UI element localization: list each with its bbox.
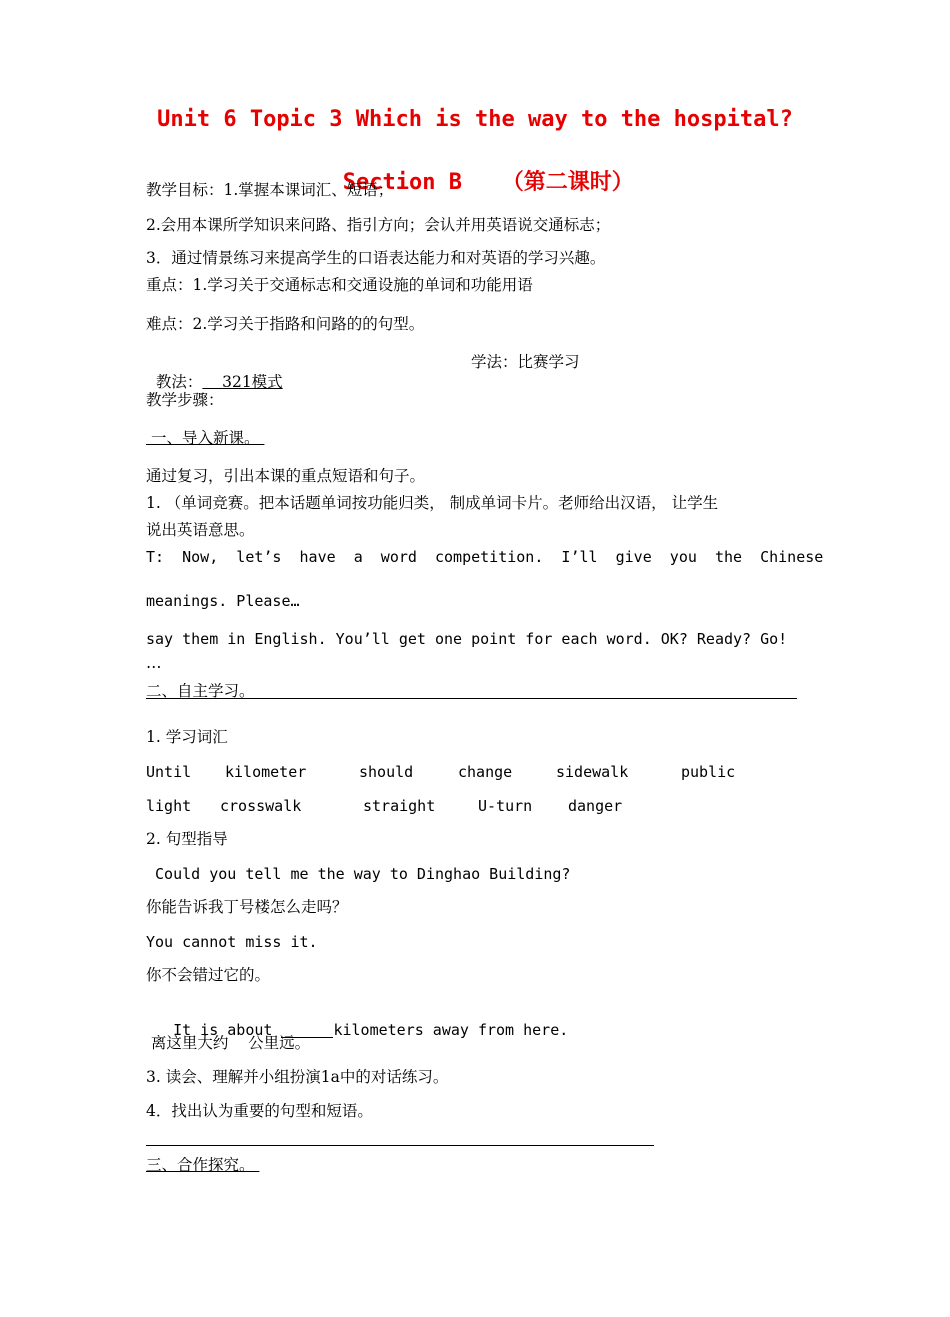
dialog-line3: say them in English. You’ll get one point for each word. OK? Ready? Go! xyxy=(146,630,788,648)
section1-intro: 通过复习，引出本课的重点短语和句子。 xyxy=(146,467,426,485)
objective-1: 教学目标：1.掌握本课词汇、短语； xyxy=(146,181,394,199)
sentence3-cn: 离这里大约 公里远。 xyxy=(146,1034,311,1052)
vocab-heading: 1. 学习词汇 xyxy=(146,728,228,746)
vocab-word: crosswalk xyxy=(220,797,302,815)
teach-value: 321模式 xyxy=(222,373,283,391)
doc-title-line2 xyxy=(0,140,950,197)
item3: 3. 读会、理解并小组扮演1a中的对话练习。 xyxy=(146,1068,449,1086)
vocab-word: straight xyxy=(363,797,436,815)
vocab-word: should xyxy=(359,763,414,781)
objective-3: 3．通过情景练习来提高学生的口语表达能力和对英语的学习兴趣。 xyxy=(146,249,606,267)
dialog-ellipsis: … xyxy=(146,654,162,672)
sentence2-cn: 你不会错过它的。 xyxy=(146,966,271,984)
section1-heading: 一、导入新课。 xyxy=(150,429,260,447)
vocab-word: danger xyxy=(568,797,623,815)
sentence3-en: It is about kilometers away from here. xyxy=(164,1021,569,1039)
sentence2-en: You cannot miss it. xyxy=(146,933,318,951)
teach-label: 教法： xyxy=(155,373,203,391)
section2-heading-rule xyxy=(146,698,797,699)
vocab-word: kilometer xyxy=(225,763,307,781)
dialog-line2: meanings. Please… xyxy=(146,592,300,610)
title-lesson: （第二课时） xyxy=(501,169,634,195)
difficulty: 难点：2.学习关于指路和问路的的句型。 xyxy=(146,315,425,333)
answer-line xyxy=(146,1145,654,1146)
sentence1-en: Could you tell me the way to Dinghao Building? xyxy=(146,865,571,883)
key-point: 重点：1.学习关于交通标志和交通设施的单词和功能用语 xyxy=(146,276,533,294)
sentence1-cn: 你能告诉我丁号楼怎么走吗？ xyxy=(146,898,348,916)
section2-heading: 二、自主学习。 xyxy=(146,682,255,700)
steps-heading: 教学步骤： xyxy=(146,391,224,409)
vocab-word: U-turn xyxy=(478,797,533,815)
title-section: Section B xyxy=(342,170,462,195)
pattern-heading: 2. 句型指导 xyxy=(146,830,228,848)
objective-2: 2.会用本课所学知识来问路、指引方向；会认并用英语说交通标志； xyxy=(146,216,611,234)
doc-title-line1: Unit 6 Topic 3 Which is the way to the hospital? xyxy=(157,107,793,132)
item4: 4．找出认为重要的句型和短语。 xyxy=(146,1102,373,1120)
vocab-word: public xyxy=(681,763,736,781)
learn-method: 学法：比赛学习 xyxy=(471,353,580,371)
method-row xyxy=(146,352,428,392)
section3-heading: 三、合作探究。 xyxy=(146,1156,255,1174)
vocab-word: sidewalk xyxy=(556,763,629,781)
vocab-word: Until xyxy=(146,763,192,781)
dialog-line1: T: Now, let’s have a word competition. I’ll give you the Chinese xyxy=(146,548,824,566)
vocab-word: change xyxy=(458,763,513,781)
vocab-word: light xyxy=(146,797,192,815)
item1-line1: 1. （单词竞赛。把本话题单词按功能归类， 制成单词卡片。老师给出汉语， 让学生 xyxy=(146,494,719,512)
item1-line2: 说出英语意思。 xyxy=(146,521,255,539)
